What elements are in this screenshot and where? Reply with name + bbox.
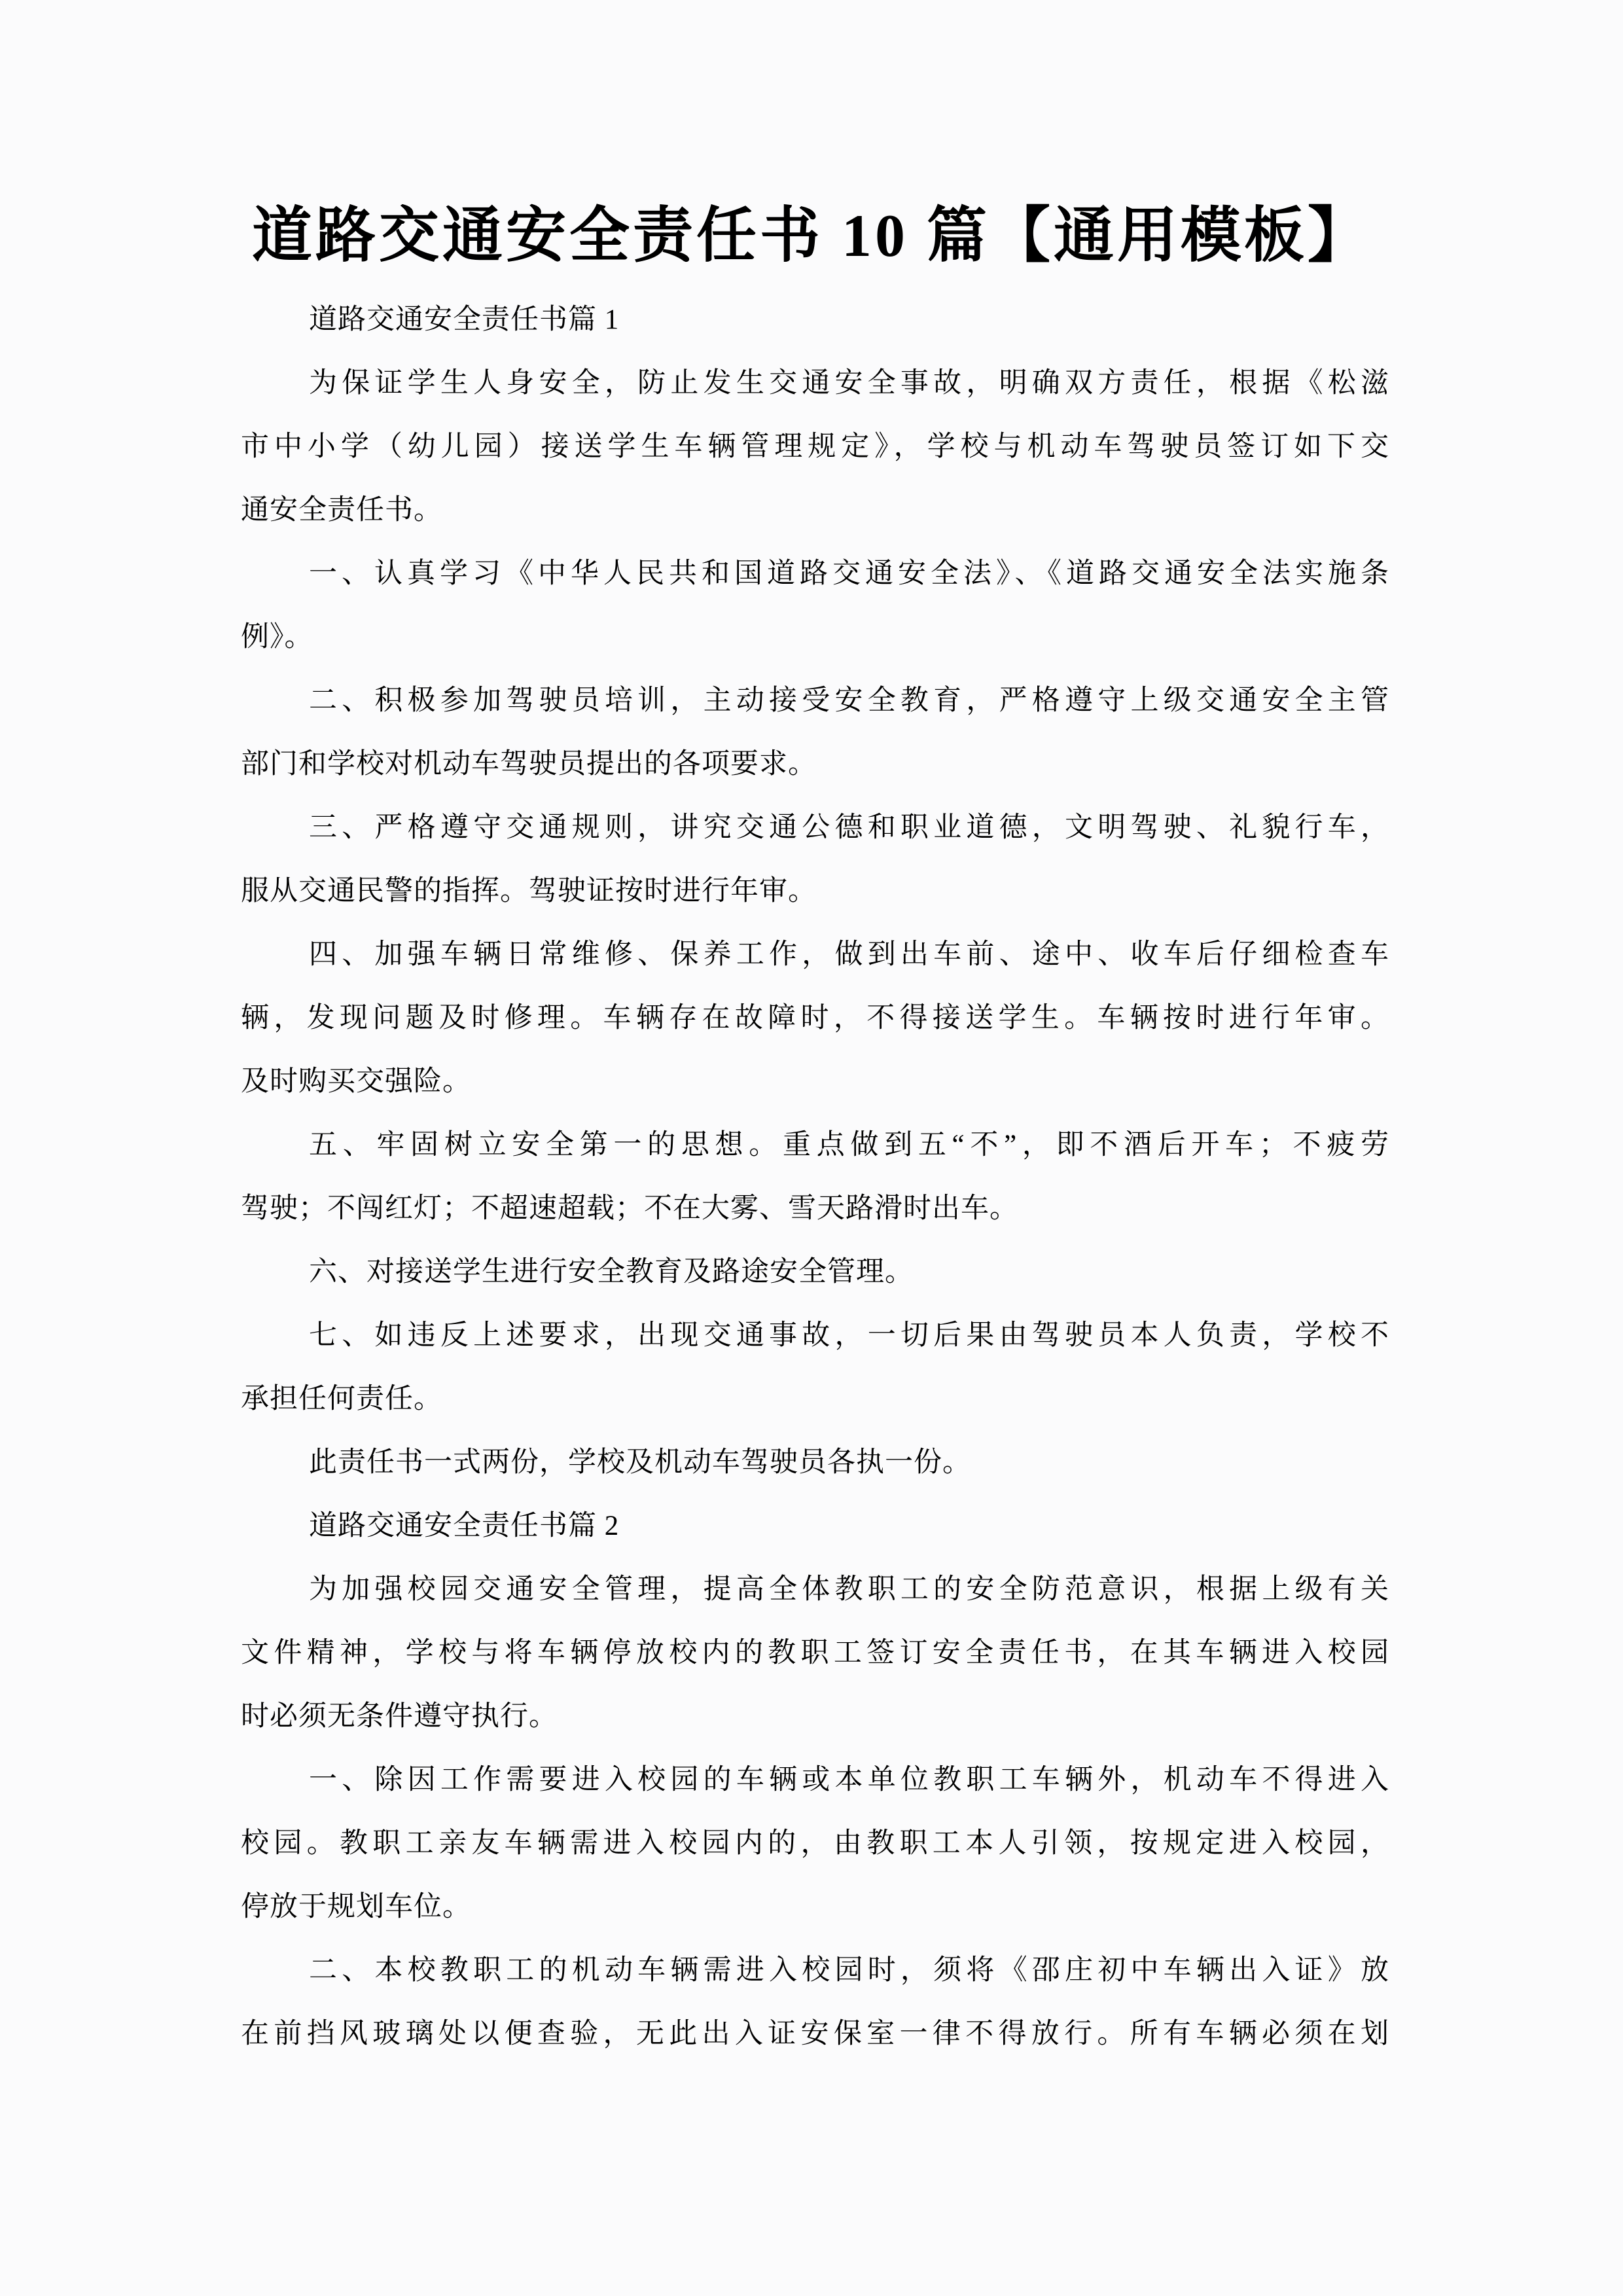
text-line: 一、除因工作需要进入校园的车辆或本单位教职工车辆外，机动车不得进入 [309,1765,1389,1795]
text-line: 停放于规划车位。 [241,1892,471,1922]
text-line: 二、积极参加驾驶员培训，主动接受安全教育，严格遵守上级交通安全主管 [309,685,1389,716]
text-line: 四、加强车辆日常维修、保养工作，做到出车前、途中、收车后仔细检查车 [309,939,1389,970]
text-line: 校园。教职工亲友车辆需进入校园内的，由教职工本人引领，按规定进入校园， [241,1828,1389,1859]
text-line: 辆，发现问题及时修理。车辆存在故障时，不得接送学生。车辆按时进行年审。 [241,1003,1389,1033]
text-line: 承担任何责任。 [241,1384,442,1414]
text-line: 一、认真学习《中华人民共和国道路交通安全法》、《道路交通安全法实施条 [309,558,1389,589]
text-line: 七、如违反上述要求，出现交通事故，一切后果由驾驶员本人负责，学校不 [309,1320,1389,1351]
text-line: 六、对接送学生进行安全教育及路途安全管理。 [309,1257,914,1287]
text-line: 此责任书一式两份，学校及机动车驾驶员各执一份。 [309,1447,971,1478]
text-line: 市中小学（幼儿园）接送学生车辆管理规定》，学校与机动车驾驶员签订如下交 [241,431,1389,462]
text-line: 在前挡风玻璃处以便查验，无此出入证安保室一律不得放行。所有车辆必须在划 [241,2018,1389,2049]
document-body [241,288,1389,2066]
text-line: 驾驶；不闯红灯；不超速超载；不在大雾、雪天路滑时出车。 [241,1193,1018,1224]
text-line: 文件精神，学校与将车辆停放校内的教职工签订安全责任书，在其车辆进入校园 [241,1638,1389,1668]
text-line: 三、严格遵守交通规则，讲究交通公德和职业道德，文明驾驶、礼貌行车， [309,812,1389,843]
text-line: 五、牢固树立安全第一的思想。重点做到五“不”，即不酒后开车；不疲劳 [309,1130,1389,1160]
text-line: 通安全责任书。 [241,495,442,526]
text-line: 道路交通安全责任书篇 1 [309,304,620,335]
text-line: 服从交通民警的指挥。驾驶证按时进行年审。 [241,876,817,906]
document-title: 道路交通安全责任书 10 篇【通用模板】 [251,202,1371,269]
text-line: 为加强校园交通安全管理，提高全体教职工的安全防范意识，根据上级有关 [309,1574,1389,1605]
text-line: 二、本校教职工的机动车辆需进入校园时，须将《邵庄初中车辆出入证》放 [309,1955,1389,1986]
text-line: 为保证学生人身安全，防止发生交通安全事故，明确双方责任，根据《松滋 [309,368,1389,399]
text-line: 道路交通安全责任书篇 2 [309,1511,620,1541]
text-line: 及时购买交强险。 [241,1066,471,1097]
text-line: 例》。 [241,622,313,653]
text-line: 时必须无条件遵守执行。 [241,1701,558,1732]
text-line: 部门和学校对机动车驾驶员提出的各项要求。 [241,749,817,780]
